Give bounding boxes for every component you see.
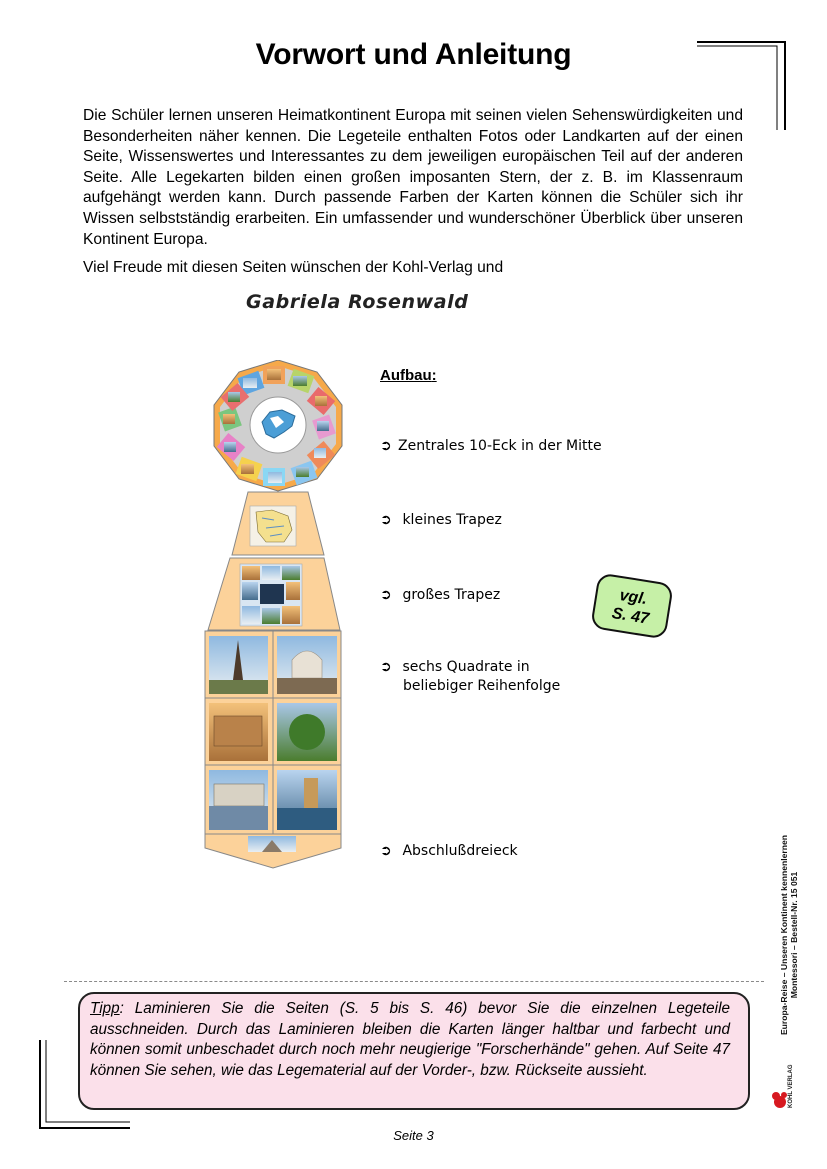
arrow-icon: ➲ bbox=[380, 659, 392, 675]
small-trapezoid-piece bbox=[232, 492, 324, 555]
star-layout-diagram bbox=[200, 360, 350, 872]
author-signature: Gabriela Rosenwald bbox=[246, 291, 469, 313]
kohl-verlag-logo bbox=[770, 1040, 800, 1110]
large-trapezoid-piece bbox=[208, 558, 340, 630]
tip-label: Tipp bbox=[90, 1000, 120, 1017]
tip-box bbox=[78, 992, 750, 1110]
aufbau-item-small-trapezoid: ➲ kleines Trapez bbox=[380, 512, 502, 528]
intro-paragraph: Die Schüler lernen unseren Heimatkontinent Europa mit seinen vielen Sehenswürdigkeiten und Besonderheiten näher kennen. Die Legeteile enthalten Fotos oder Landkarten auf der einen Seite, Wissenswertes und Interessantes zu dem jeweiligen europäischen Teil auf der anderen Seite. Alle Legekarten bilden einen großen imposanten Stern, der z. B. im Klassenraum aufgehängt werden kann. Durch passende Farben der Karten können die Schüler sich ihr Wissen selbstständig erarbeiten. Ein umfassender und wunderschöner Überblick über unseren Kontinent Europa. bbox=[83, 107, 743, 248]
divider bbox=[64, 981, 764, 982]
final-triangle-piece bbox=[205, 834, 341, 868]
sidebar-publication-info: Europa-Reise – Unseren Kontinent kennenlernen Montessori – Bestell-Nr. 15 051 bbox=[779, 834, 799, 1036]
arrow-icon: ➲ bbox=[380, 843, 392, 859]
squares-piece bbox=[205, 631, 341, 834]
aufbau-item-decagon: ➲ Zentrales 10-Eck in der Mitte bbox=[380, 438, 602, 454]
closing-line: Viel Freude mit diesen Seiten wünschen der Kohl-Verlag und bbox=[83, 259, 504, 276]
arrow-icon: ➲ bbox=[380, 512, 392, 528]
aufbau-heading: Aufbau: bbox=[380, 367, 437, 384]
aufbau-item-squares: ➲ sechs Quadrate in beliebiger Reihenfolge bbox=[380, 659, 561, 694]
arrow-icon: ➲ bbox=[380, 438, 392, 454]
tip-text: : Laminieren Sie die Seiten (S. 5 bis S. 46) bevor Sie die einzelnen Legeteile ausschneiden. Durch das Laminieren bleiben die Karten länger haltbar und farbecht und können somit unbeschadet durch noch mehr neugierige "Forscherhände" gehen. Auf Seite 47 können Sie sehen, wie das Legematerial auf der Vorder-, bzw. Rückseite aussieht. bbox=[90, 1000, 730, 1079]
reference-badge: vgl. S. 47 bbox=[590, 572, 674, 639]
decagon-piece bbox=[214, 360, 342, 491]
page-number: Seite 3 bbox=[393, 1128, 434, 1143]
aufbau-item-triangle: ➲ Abschlußdreieck bbox=[380, 843, 518, 859]
svg-text:KOHL VERLAG: KOHL VERLAG bbox=[788, 1064, 794, 1108]
arrow-icon: ➲ bbox=[380, 587, 392, 603]
aufbau-item-large-trapezoid: ➲ großes Trapez bbox=[380, 587, 501, 603]
page-title: Vorwort und Anleitung bbox=[255, 38, 572, 71]
